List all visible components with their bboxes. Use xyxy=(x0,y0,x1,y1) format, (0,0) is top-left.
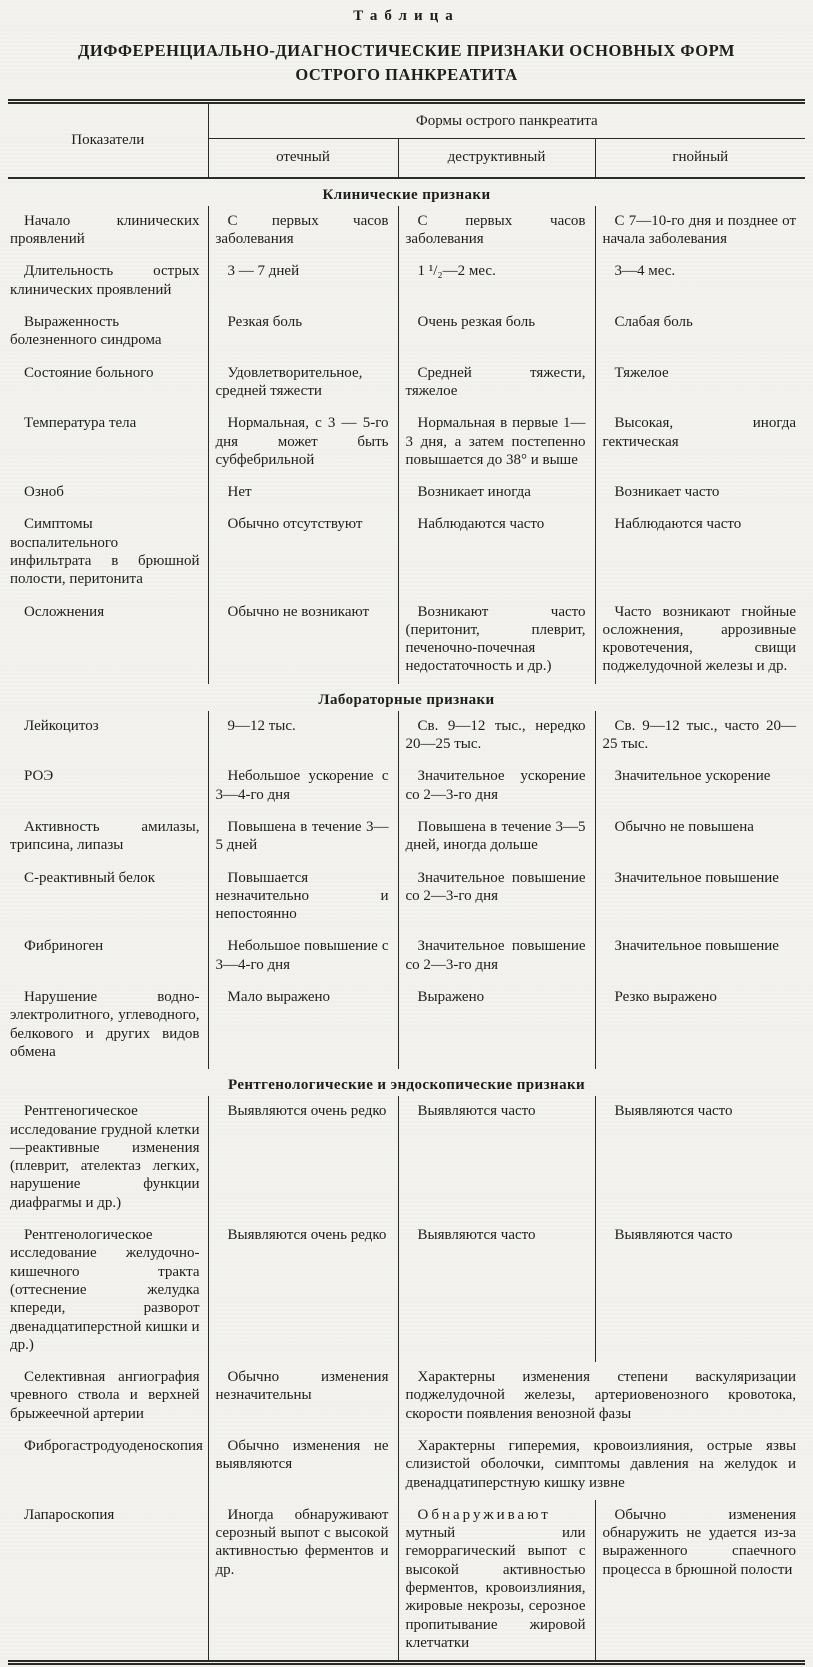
value-cell: Значительное ускорение со 2—3-го дня xyxy=(398,761,595,812)
page-title-line1: ДИФФЕРЕНЦИАЛЬНО-ДИАГНОСТИЧЕСКИЕ ПРИЗНАКИ ОСНОВНЫХ ФОРМ xyxy=(78,41,735,60)
table-row xyxy=(8,597,805,684)
value-cell: Нет xyxy=(208,477,398,509)
indicator-cell: Начало клинических проявлений xyxy=(10,212,200,248)
section-heading: Рентгенологические и эндоскопические признаки xyxy=(227,1077,586,1094)
section-heading: Клинические признаки xyxy=(322,186,491,203)
value-cell: Выявляются очень редко xyxy=(208,1220,398,1362)
section-heading: Лабораторные признаки xyxy=(318,691,495,708)
value-cell: Обычно не повышена xyxy=(595,812,805,863)
table-row xyxy=(8,931,805,982)
indicator-cell: С-реактивный белок xyxy=(24,869,156,886)
value-cell: Значительное ускорение xyxy=(595,761,805,812)
section-heading-row xyxy=(8,1069,805,1096)
value-cell: Значительное повышение со 2—3-го дня xyxy=(398,863,595,932)
diagnostic-table xyxy=(8,99,805,1665)
value-cell: Обнаруживают мутный или геморрагический выпот с высокой активностью ферментов, кровоизлияния, жировые некрозы, серозное пропитывание жировой клетчатки xyxy=(398,1500,595,1663)
value-cell: 3—4 мес. xyxy=(595,256,805,307)
value-cell: Выявляются часто xyxy=(398,1096,595,1220)
column-header-purulent: гнойный xyxy=(595,138,805,178)
value-cell: Повышается незначительно и непостоянно xyxy=(208,863,398,932)
value-cell: Характерны гиперемия, кровоизлияния, острые язвы слизистой оболочки, симптомы давления на желудок и двенадцатиперстную кишку извне xyxy=(398,1431,805,1500)
value-cell: 9—12 тыс. xyxy=(208,711,398,762)
value-cell: Средней тяжести, тяжелое xyxy=(398,358,595,409)
table-body xyxy=(8,178,805,1663)
table-row xyxy=(8,509,805,596)
indicator-cell: Лапароскопия xyxy=(24,1506,115,1523)
value-cell: Часто возникают гнойные осложнения, аррозивные кровотечения, свищи поджелудочной железы и др. xyxy=(595,597,805,684)
value-cell: Выражено xyxy=(398,982,595,1069)
value-cell: Обычно изменения не выявляются xyxy=(208,1431,398,1500)
table-row xyxy=(8,358,805,409)
table-row xyxy=(8,863,805,932)
value-cell: Резкая боль xyxy=(208,307,398,358)
indicator-cell: Состояние больного xyxy=(24,364,154,381)
indicator-cell: Выраженность болезненного синдрома xyxy=(10,314,162,349)
indicator-cell: Озноб xyxy=(24,484,64,501)
indicator-cell: Фибриноген xyxy=(24,938,104,955)
value-cell: Высокая, иногда гектическая xyxy=(595,408,805,477)
value-cell: Выявляются очень редко xyxy=(208,1096,398,1220)
section-heading-row xyxy=(8,178,805,206)
value-cell: Св. 9—12 тыс., часто 20—25 тыс. xyxy=(595,711,805,762)
table-header xyxy=(8,101,805,178)
table-row xyxy=(8,256,805,307)
value-cell: Возникает иногда xyxy=(398,477,595,509)
value-cell: Небольшое ускорение с 3—4-го дня xyxy=(208,761,398,812)
table-row xyxy=(8,1096,805,1220)
table-row xyxy=(8,1362,805,1431)
table-row xyxy=(8,982,805,1069)
value-cell: Возникают часто (перитонит, плеврит, печеночно-почечная недостаточность и др.) xyxy=(398,597,595,684)
value-cell: Значительное повышение xyxy=(595,863,805,932)
value-cell: Повышена в течение 3—5 дней, иногда дольше xyxy=(398,812,595,863)
value-cell: Обычно отсутствуют xyxy=(208,509,398,596)
value-cell: Наблюдаются часто xyxy=(398,509,595,596)
value-cell: Нормальная, с 3 — 5-го дня может быть субфебрильной xyxy=(208,408,398,477)
value-cell: Возникает часто xyxy=(595,477,805,509)
value-cell: Удовлетворительное, средней тяжести xyxy=(208,358,398,409)
letter-spaced-word: Обнаруживают xyxy=(417,1506,551,1523)
page-title-line2: ОСТРОГО ПАНКРЕАТИТА xyxy=(295,64,518,84)
indicator-cell: Нарушение водно-электролитного, углеводного, белкового и других видов обмена xyxy=(10,989,200,1060)
value-cell: Слабая боль xyxy=(595,307,805,358)
value-cell: Повышена в течение 3—5 дней xyxy=(208,812,398,863)
value-cell: 1 ¹/₂—2 мес. xyxy=(398,256,595,307)
value-cell: С первых часов заболевания xyxy=(398,206,595,257)
value-cell: Обычно не возникают xyxy=(208,597,398,684)
indicator-cell: Рентгенологическое исследование желудочно-кишечного тракта (оттеснение желудка кпереди, разворот двенадцатиперстной кишки и др.) xyxy=(10,1227,200,1353)
indicator-cell: Рентгеногическое исследование грудной клетки—реактивные изменения (плеврит, ателектаз легких, нарушение функции диафрагмы и др.) xyxy=(10,1103,200,1211)
value-cell: Значительное повышение со 2—3-го дня xyxy=(398,931,595,982)
table-row xyxy=(8,1431,805,1500)
value-cell: Значительное повышение xyxy=(595,931,805,982)
indicator-cell: Активность амилазы, трипсина, липазы xyxy=(10,818,200,854)
value-cell: Иногда обнаруживают серозный выпот с высокой активностью ферментов и др. xyxy=(208,1500,398,1663)
column-header-indicators: Показатели xyxy=(8,101,208,178)
table-row xyxy=(8,1500,805,1663)
indicator-cell: Температура тела xyxy=(24,415,137,432)
value-cell: Очень резкая боль xyxy=(398,307,595,358)
indicator-cell: Фиброгастродуоденоскопия xyxy=(24,1437,203,1454)
indicator-cell: Симптомы воспалительного инфильтрата в брюшной полости, перитонита xyxy=(10,516,200,588)
section-heading-row xyxy=(8,684,805,711)
value-cell: 3 — 7 дней xyxy=(208,256,398,307)
value-cell: Обычно изменения обнаружить не удается из-за выраженного спаечного процесса в брюшной полости xyxy=(595,1500,805,1663)
indicator-cell: РОЭ xyxy=(24,768,54,785)
table-row xyxy=(8,307,805,358)
value-cell: Нормальная в первые 1—3 дня, а затем постепенно повышается до 38° и выше xyxy=(398,408,595,477)
page-title xyxy=(8,39,805,87)
value-cell: Обычно изменения незначительны xyxy=(208,1362,398,1431)
value-cell: Выявляются часто xyxy=(398,1220,595,1362)
value-cell: Св. 9—12 тыс., нередко 20—25 тыс. xyxy=(398,711,595,762)
table-row xyxy=(8,408,805,477)
value-cell: Наблюдаются часто xyxy=(595,509,805,596)
indicator-cell: Селективная ангиография чревного ствола и верхней брыжеечной артерии xyxy=(10,1369,200,1422)
table-row xyxy=(8,711,805,762)
indicator-cell: Осложнения xyxy=(24,603,105,620)
column-header-edematous: отечный xyxy=(276,148,330,165)
value-cell: С 7—10-го дня и позднее от начала заболевания xyxy=(595,206,805,257)
table-row xyxy=(8,206,805,257)
indicator-cell: Лейкоцитоз xyxy=(24,717,99,734)
column-header-destructive: деструктивный xyxy=(398,138,595,178)
column-header-forms-group: Формы острого панкреатита xyxy=(208,101,805,138)
table-row xyxy=(8,812,805,863)
value-cell: Тяжелое xyxy=(595,358,805,409)
value-cell: С первых часов заболевания xyxy=(208,206,398,257)
value-cell: Небольшое повышение с 3—4-го дня xyxy=(208,931,398,982)
value-cell: Резко выражено xyxy=(595,982,805,1069)
table-row xyxy=(8,477,805,509)
value-cell: Выявляются часто xyxy=(595,1096,805,1220)
table-row xyxy=(8,1220,805,1362)
value-cell: Характерны изменения степени васкуляризации поджелудочной железы, артериовенозного кровотока, скорости появления венозной фазы xyxy=(398,1362,805,1431)
table-label: Таблица xyxy=(353,8,460,24)
value-cell: Выявляются часто xyxy=(595,1220,805,1362)
indicator-cell: Длительность острых клинических проявлений xyxy=(10,263,200,298)
value-cell: Мало выражено xyxy=(208,982,398,1069)
table-row xyxy=(8,761,805,812)
